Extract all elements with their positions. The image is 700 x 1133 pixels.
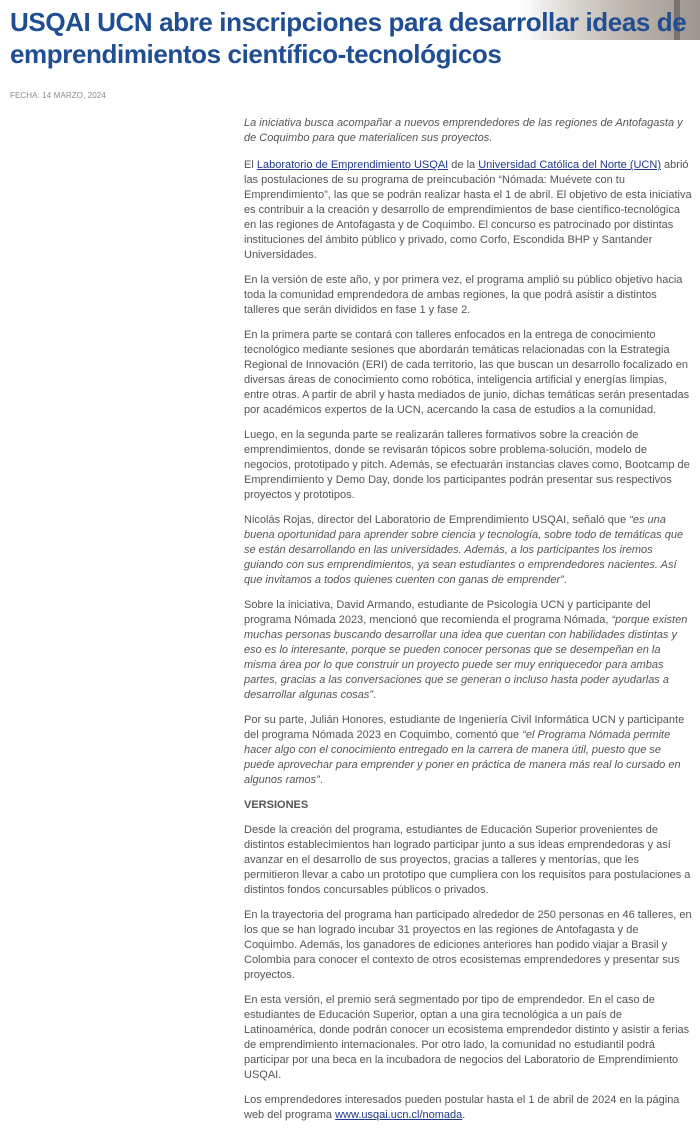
text-span: Los emprendedores interesados pueden postular hasta el 1 de abril de 2024 en la página web del programa xyxy=(244,1094,680,1121)
article-body xyxy=(244,116,694,1133)
article-paragraph xyxy=(244,513,694,588)
text-span: . xyxy=(563,574,567,586)
article-paragraph xyxy=(244,1093,694,1123)
article-paragraph xyxy=(244,598,694,703)
publish-date: FECHA: 14 MARZO, 2024 xyxy=(10,91,106,100)
article-paragraph: En la versión de este año, y por primera vez, el programa amplió su público objetivo hacia toda la comunidad emprendedora de ambas regiones, la que podrá asistir a distintos talleres que serán divididos en fase 1 y fase 2. xyxy=(244,274,683,316)
text-span: El xyxy=(244,159,257,171)
program-link[interactable]: www.usqai.ucn.cl/nomada xyxy=(335,1109,463,1121)
text-span: . xyxy=(462,1109,466,1121)
text-span: abrió las postulaciones de su programa de preincubación “Nómada: Muévete con tu Emprendimiento”, las que se podrán realizar hasta el 1 de abril. El objetivo de esta iniciativa es contribuir a la creación y desarrollo de emprendimientos de base científico-tecnológica en las regiones de Antofagasta y de Coquimbo. El concurso es patrocinado por distintas instituciones del ámbito público y privado, como Corfo, Escondida BHP y Santander Universidades. xyxy=(244,159,692,261)
text-span: Por su parte, Julián Honores, estudiante de Ingeniería Civil Informática UCN y participante del programa Nómada 2023 en Coquimbo, comentó que xyxy=(244,714,685,741)
text-span: . xyxy=(319,774,323,786)
article-paragraph: En esta versión, el premio será segmentado por tipo de emprendedor. En el caso de estudiantes de Educación Superior, optan a una gira tecnológica a un país de Latinoamérica, donde podrán conocer un ecosistema emprendedor distinto y asistir a ferias de emprendimiento internacionales. Por otro lado, la comunidad no estudiantil podrá participar por una beca en la incubadora de negocios del Laboratorio de Emprendimiento USQAI. xyxy=(244,994,690,1081)
lab-link[interactable]: Laboratorio de Emprendimiento USQAI xyxy=(256,159,449,171)
section-heading: VERSIONES xyxy=(244,799,309,811)
article-paragraph: Luego, en la segunda parte se realizarán talleres formativos sobre la creación de emprendimientos, donde se revisarán tópicos sobre problema-solución, modelo de negocios, prototipado y pitch. Además, se efectuarán instancias claves como, Bootcamp de Emprendimiento y Demo Day, donde los participantes podrán presentar sus respectivos proyectos y prototipos. xyxy=(244,429,690,501)
text-span: de la xyxy=(448,159,479,171)
article-paragraph xyxy=(244,713,694,788)
article-lead: La iniciativa busca acompañar a nuevos emprendedores de las regiones de Antofagasta y de Coquimbo para que materialicen sus proyectos. xyxy=(244,117,683,144)
page-title: USQAI UCN abre inscripciones para desarrollar ideas de emprendimientos científico-tecnológicos xyxy=(10,7,687,69)
text-span: Sobre la iniciativa, David Armando, estudiante de Psicología UCN y participante del programa Nómada 2023, mencionó que recomienda el programa Nómada, xyxy=(244,599,651,626)
quote: “es una buena oportunidad para aprender sobre ciencia y tecnología, sobre todo de temáticas que se están desarrollando en las universidades. Además, a los participantes los iremos guiando con sus emprendimientos, ya sean estudiantes o emprendedores nacientes. Así que invitamos a todos quienes cuenten con ganas de emprender” xyxy=(244,514,684,586)
article-paragraph: Desde la creación del programa, estudiantes de Educación Superior provenientes de distintos establecimientos han logrado participar junto a sus ideas emprendedoras y así avanzar en el desarrollo de sus proyectos, gracias a talleres y mentorías, que les permitieron llevar a cabo un prototipo que cumpliera con los requisitos para postulaciones a distintos fondos concursables públicos o privados. xyxy=(244,824,691,896)
text-span: Nicolás Rojas, director del Laboratorio de Emprendimiento USQAI, señaló que xyxy=(244,514,630,526)
article-paragraph: En la trayectoria del programa han participado alrededor de 250 personas en 46 talleres, en los que se han logrado incubar 31 proyectos en las regiones de Antofagasta y de Coquimbo. Además, los ganadores de ediciones anteriores han podido viajar a Brasil y Colombia para conocer el contexto de otros ecosistemas emprendedores y presentar sus proyectos. xyxy=(244,909,692,981)
quote: “el Programa Nómada permite hacer algo con el conocimiento entregado en la carrera de manera útil, puesto que se puede aprovechar para emprender y poner en práctica de manera más real lo cursado en algunos ramos” xyxy=(244,729,681,786)
article-paragraph: En la primera parte se contará con talleres enfocados en la entrega de conocimiento tecnológico mediante sesiones que abordarán temáticas relacionadas con la Estrategia Regional de Innovación (ERI) de cada territorio, las que buscan un desarrollo focalizado en diversas áreas de conocimiento como robótica, inteligencia artificial y energías limpias, entre otras. A partir de abril y hasta mediados de junio, dichas temáticas serán presentadas por académicos expertos de la UCN, acercando la casa de estudios a la comunidad. xyxy=(244,329,690,416)
article-paragraph xyxy=(244,158,694,263)
university-link[interactable]: Universidad Católica del Norte (UCN) xyxy=(478,159,661,171)
text-span: . xyxy=(373,689,377,701)
quote: “porque existen muchas personas buscando desarrollar una idea que cuentan con habilidades distintas y eso es lo interesante, porque se pueden conocer personas que se desempeñan en la misma área por lo que construir un proyecto puede ser muy enriquecedor para ambas partes, gracias a las conversaciones que se generan o incluso hasta poder ayudarlas a desarrollar algunas cosas” xyxy=(244,614,688,701)
